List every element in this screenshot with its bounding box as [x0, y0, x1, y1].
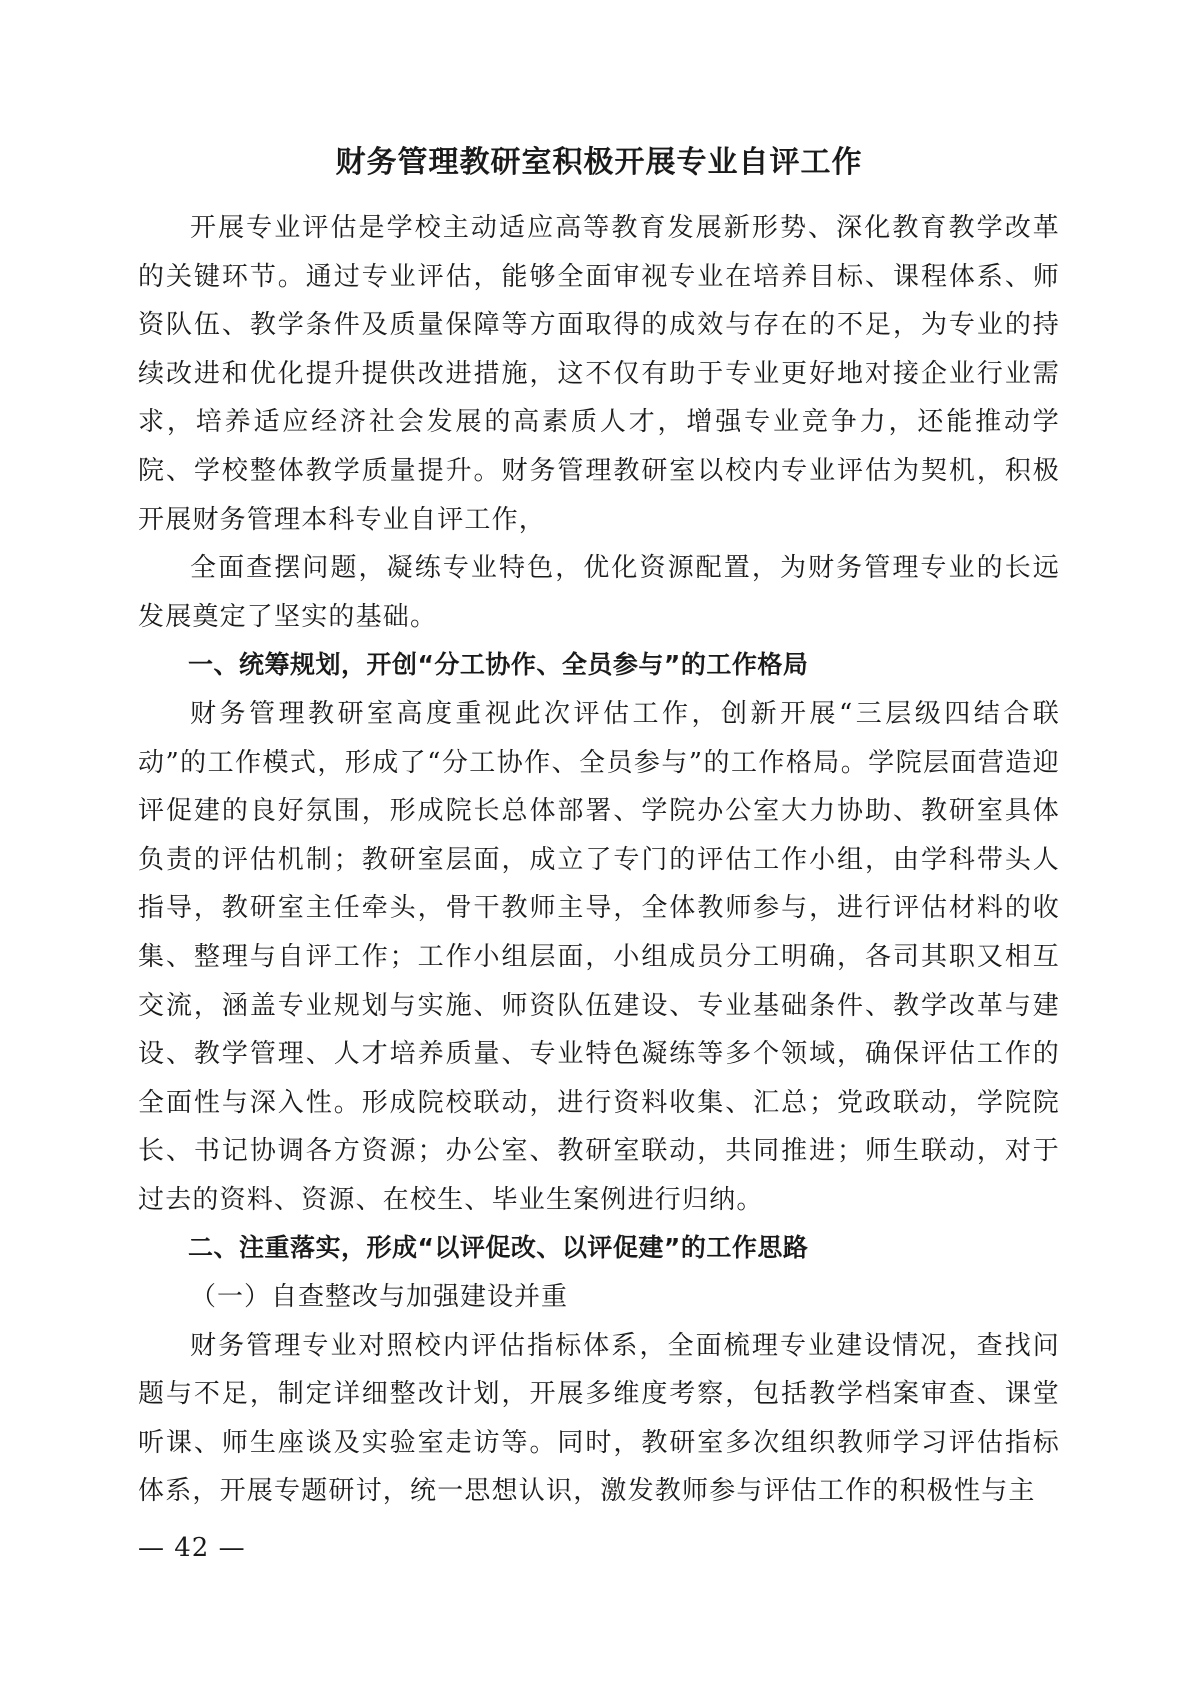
page-number: — 42 —	[138, 1533, 246, 1563]
body-paragraph: 财务管理教研室高度重视此次评估工作，创新开展“三层级四结合联动”的工作模式，形成了“分工协作、全员参与”的工作格局。学院层面营造迎评促建的良好氛围，形成院长总体部署、学院办公室大力协助、教研室具体负责的评估机制；教研室层面，成立了专门的评估工作小组，由学科带头人指导，教研室主任牵头，骨干教师主导，全体教师参与，进行评估材料的收集、整理与自评工作；工作小组层面，小组成员分工明确，各司其职又相互交流，涵盖专业规划与实施、师资队伍建设、专业基础条件、教学改革与建设、教学管理、人才培养质量、专业特色凝练等多个领域，确保评估工作的全面性与深入性。形成院校联动，进行资料收集、汇总；党政联动，学院院长、书记协调各方资源；办公室、教研室联动，共同推进；师生联动，对于过去的资料、资源、在校生、毕业生案例进行归纳。	[138, 698, 1060, 1215]
body-paragraph: 财务管理专业对照校内评估指标体系，全面梳理专业建设情况，查找问题与不足，制定详细整改计划，开展多维度考察，包括教学档案审查、课堂听课、师生座谈及实验室走访等。同时，教研室多次组织教师学习评估指标体系，开展专题研讨，统一思想认识，激发教师参与评估工作的积极性与主	[138, 1330, 1060, 1507]
document-title: 财务管理教研室积极开展专业自评工作	[335, 145, 863, 180]
section-heading-2: 二、注重落实，形成“以评促改、以评促建”的工作思路	[188, 1233, 809, 1263]
section-heading-1: 一、统筹规划，开创“分工协作、全员参与”的工作格局	[188, 650, 809, 680]
body-paragraph: 开展专业评估是学校主动适应高等教育发展新形势、深化教育教学改革的关键环节。通过专业评估，能够全面审视专业在培养目标、课程体系、师资队伍、教学条件及质量保障等方面取得的成效与存在的不足，为专业的持续改进和优化提升提供改进措施，这不仅有助于专业更好地对接企业行业需求，培养适应经济社会发展的高素质人才，增强专业竞争力，还能推动学院、学校整体教学质量提升。财务管理教研室以校内专业评估为契机，积极开展财务管理本科专业自评工作，	[138, 213, 1060, 535]
document-body	[138, 204, 1060, 1516]
document-page	[138, 0, 1060, 1684]
subsection-heading-1: （一）自查整改与加强建设并重	[190, 1282, 569, 1313]
body-paragraph: 全面查摆问题，凝练专业特色，优化资源配置，为财务管理专业的长远发展奠定了坚实的基础。	[138, 553, 1060, 632]
